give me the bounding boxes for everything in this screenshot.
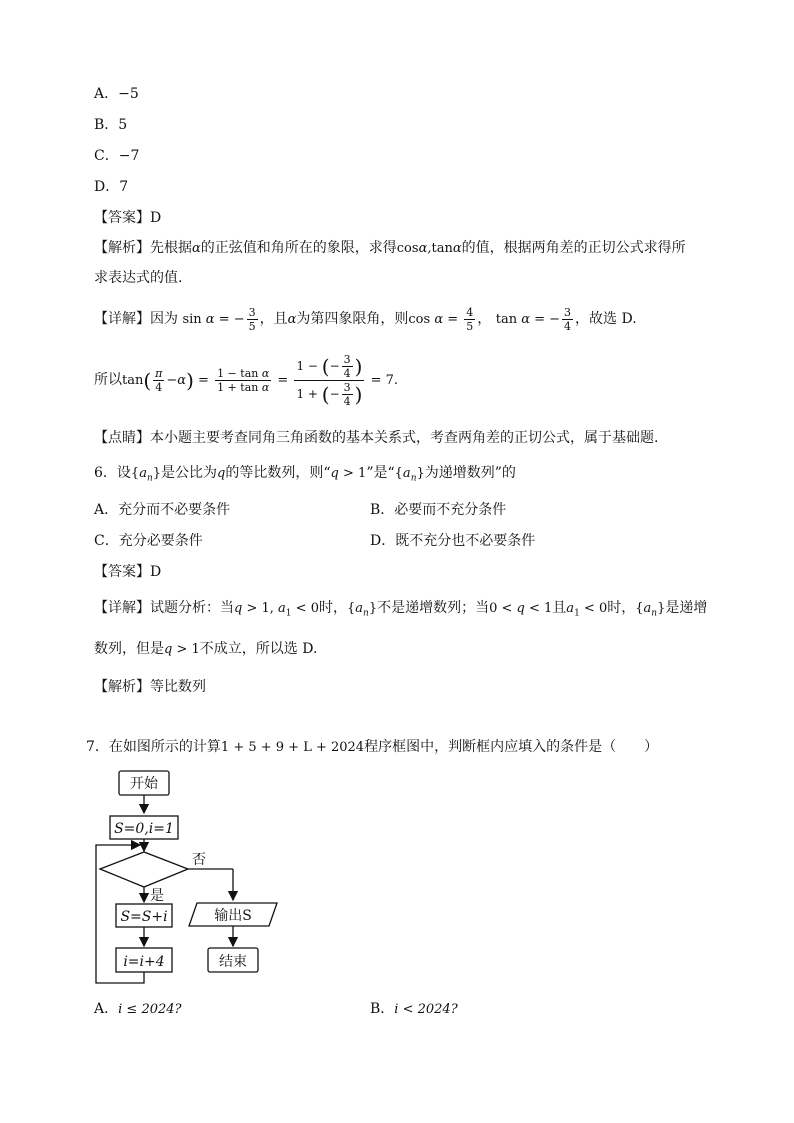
- an-brace-1: $\{a_n\}$: [346, 601, 378, 619]
- analysis-tag: 【解析】: [94, 240, 150, 256]
- q6-answer-value: D: [150, 564, 162, 580]
- q6-option-c: C．充分必要条件: [94, 533, 203, 549]
- detail-text-e: ，故选 D.: [575, 311, 637, 327]
- end-label: 结束: [219, 954, 247, 970]
- alpha-symbol: α: [192, 241, 201, 256]
- q6-detail-b: 时，: [318, 600, 347, 616]
- q7-option-b-math: i < 2024?: [394, 1002, 458, 1017]
- comment-text: 本小题主要考查同角三角函数的基本关系式，考查两角差的正切公式，属于基础题.: [150, 430, 659, 446]
- detail-text-b: ，且: [259, 311, 288, 327]
- cond-2: 0 < q < 1: [489, 601, 553, 616]
- q7-option-b: [370, 999, 458, 1020]
- q6-detail-a: 试题分析：当: [150, 600, 234, 616]
- q6-stem-b: 是公比为: [161, 465, 218, 481]
- comment-tag: 【点睛】: [94, 430, 150, 446]
- cond-3: $a_1 < 0$: [566, 601, 608, 619]
- detail-text-d: ，: [477, 311, 492, 327]
- q6-detail-d: 且: [552, 600, 567, 616]
- alpha-symbol-2: α: [287, 312, 297, 327]
- an-brace-2: $\{a_n\}$: [635, 601, 666, 619]
- q6-analysis-text: 等比数列: [150, 679, 206, 695]
- sum-expr: 1 + 5 + 9 + L + 2024: [220, 740, 365, 755]
- output-label: 输出S: [214, 908, 252, 924]
- cos-tan-expr: cosα,tanα: [396, 241, 462, 256]
- update-i-label: i=i+4: [123, 954, 165, 970]
- q6-option-a: A．充分而不必要条件: [94, 502, 231, 518]
- q6-detail-line2-a: 数列，但是: [94, 641, 164, 657]
- detail-text-a: 因为: [150, 311, 178, 327]
- q7-option-a-letter: A．: [94, 1001, 119, 1017]
- yes-label: 是: [150, 888, 164, 904]
- q6-option-d: D．既不充分也不必要条件: [370, 533, 536, 549]
- q6-stem-d: ”是“: [366, 465, 395, 481]
- option-d: D．7: [94, 179, 129, 195]
- cos-alpha-eq: cos α = $\frac{4}{5}$: [408, 306, 474, 333]
- update-s-label: S=S+i: [120, 909, 168, 925]
- q6-detail-e: 时，: [607, 600, 636, 616]
- q7-stem-a: 7．在如图所示的计算: [86, 739, 221, 755]
- q7-option-b-letter: B．: [370, 1001, 395, 1017]
- q6-stem-c: 的等比数列，则“: [225, 465, 331, 481]
- q-symbol: q: [217, 466, 226, 481]
- sin-alpha-eq: sin α = − $\frac{3}{5}$: [182, 306, 256, 333]
- q7-option-a-math: i ≤ 2024?: [118, 1002, 182, 1017]
- q6-detail-tag: 【详解】: [94, 600, 150, 616]
- q-gt-1: q > 1: [330, 466, 367, 481]
- q6-detail-c: 不是递增数列；当: [377, 600, 490, 616]
- analysis-text-b: 的正弦值和角所在的象限，求得: [200, 240, 397, 256]
- q6-analysis-tag: 【解析】: [94, 679, 150, 695]
- analysis-text-c: 的值，根据两角差的正切公式求得所: [461, 240, 686, 256]
- cond-1: q > 1, $a_1 < 0$: [234, 601, 319, 619]
- q6-detail-line2-b: 不成立，所以选 D.: [199, 641, 318, 657]
- an-symbol: $\{a_n\}$: [130, 466, 162, 484]
- option-a: A．−5: [94, 86, 139, 102]
- q7-stem-b: 程序框图中，判断框内应填入的条件是（ ）: [364, 739, 659, 755]
- q-gt-1-2: q > 1: [164, 642, 200, 657]
- analysis-text-a: 先根据: [150, 240, 192, 256]
- q6-answer-tag: 【答案】: [94, 564, 150, 580]
- start-label: 开始: [130, 776, 158, 792]
- option-b: B．5: [94, 117, 128, 133]
- tan-alpha-eq: tan α = − $\frac{3}{4}$: [495, 306, 572, 333]
- tan-formula: tan( $\frac{\pi}{4}$ −α) = $\frac{\text{1 − tan α}}{\text{1 + tan α}}$ = 1 − (− $\frac{3}{4}$ ) 1 + (− $\frac{3}{4}$ ) = 7.: [122, 353, 399, 408]
- q6-detail-f: 是递增: [665, 600, 708, 616]
- detail-tag: 【详解】: [94, 311, 150, 327]
- decision-diamond: [100, 852, 188, 887]
- detail-text-c: 为第四象限角，则: [296, 311, 409, 327]
- q6-stem-a: 6．设: [94, 465, 131, 481]
- answer-tag: 【答案】: [94, 210, 150, 226]
- q6-stem-e: 为递增数列”的: [424, 465, 516, 481]
- init-label: S=0,i=1: [114, 821, 174, 837]
- analysis-line-2: 求表达式的值.: [94, 270, 183, 286]
- answer-value: D: [150, 210, 162, 226]
- no-label: 否: [192, 852, 206, 868]
- so-text: 所以: [94, 372, 122, 388]
- an-symbol-2: $\{a_n\}$: [394, 466, 425, 484]
- option-c: C．−7: [94, 148, 140, 164]
- q7-option-a: [94, 999, 182, 1020]
- q6-option-b: B．必要而不充分条件: [370, 502, 507, 518]
